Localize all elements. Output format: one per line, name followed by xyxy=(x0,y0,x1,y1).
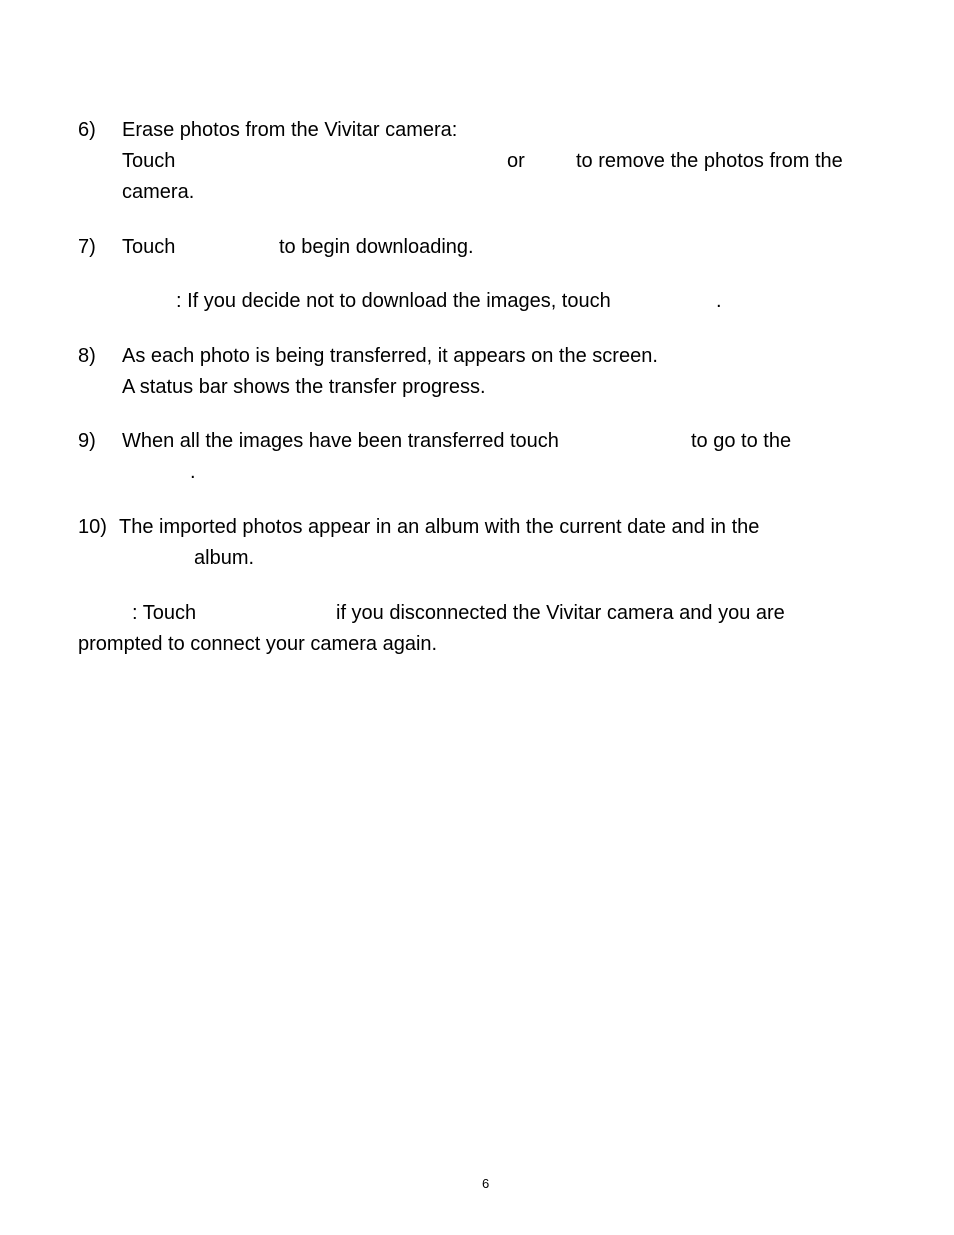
step-7-rest: to begin downloading. xyxy=(279,236,474,258)
step-8-line1: As each photo is being transferred, it appears on the screen. xyxy=(122,345,658,367)
step-9-rest: to go to the xyxy=(691,430,792,452)
step-10-number: 10) xyxy=(78,516,107,538)
step-8-line2: A status bar shows the transfer progress. xyxy=(122,376,486,398)
step-6-line3: camera. xyxy=(122,181,195,203)
step-9-text: When all the images have been transferred touch xyxy=(122,430,559,452)
step-6-rest: to remove the photos from the xyxy=(576,150,843,172)
step-9-end: . xyxy=(190,461,196,483)
step-7-touch: Touch xyxy=(122,236,176,258)
step-6-heading: Erase photos from the Vivitar camera: xyxy=(122,119,458,141)
step-10-line1: The imported photos appear in an album with the current date and in the xyxy=(119,516,760,538)
note-1-text: : If you decide not to download the images, touch xyxy=(176,290,611,312)
step-6-number: 6) xyxy=(78,119,96,141)
note-2-line2: prompted to connect your camera again. xyxy=(78,633,438,655)
note-2-touch: : Touch xyxy=(132,602,197,624)
step-8-number: 8) xyxy=(78,345,96,367)
step-9-number: 9) xyxy=(78,430,96,452)
step-10-line2: album. xyxy=(194,547,255,569)
page-number: 6 xyxy=(482,1176,490,1191)
note-2-rest: if you disconnected the Vivitar camera and you are xyxy=(336,602,785,624)
step-6-touch: Touch xyxy=(122,150,176,172)
note-1-end: . xyxy=(716,290,722,312)
step-6-or: or xyxy=(507,150,525,172)
step-7-number: 7) xyxy=(78,236,96,258)
